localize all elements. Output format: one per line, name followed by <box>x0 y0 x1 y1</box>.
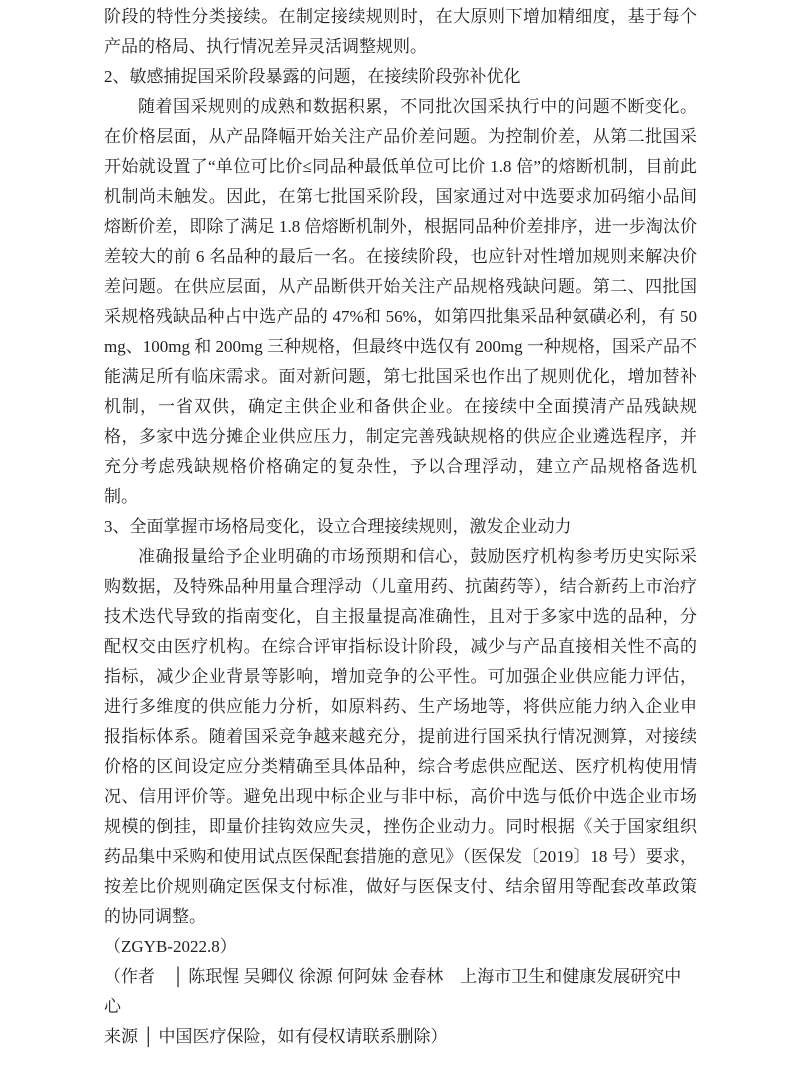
body-paragraph: 随着国采规则的成熟和数据积累，不同批次国采执行中的问题不断变化。在价格层面，从产品降幅开始关注产品价差问题。为控制价差，从第二批国采开始就设置了“单位可比价≤同品种最低单位可比价 1.8 倍”的熔断机制，目前此机制尚未触发。因此，在第七批国采阶段，国家通过对中选要求加码缩小品间熔断价差，即除了满足 1.8 倍熔断机制外，根据同品种价差排序，进一步淘汰价差较大的前 6 名品种的最后一名。在接续阶段，也应针对性增加规则来解决价差问题。在供应层面，从产品断供开始关注产品规格残缺问题。第二、四批国采规格残缺品种占中选产品的 47%和 56%，如第四批集采品种氨磺必利，有 50mg、100mg 和 200mg 三种规格，但最终中选仅有 200mg 一种规格，国采产品不能满足所有临床需求。面对新问题，第七批国采也作出了规则优化，增加替补机制，一省双供，确定主供企业和备供企业。在接续中全面摸清产品残缺规格，多家中选分摊企业供应压力，制定完善残缺规格的供应企业遴选程序，并充分考虑残缺规格价格确定的复杂性，予以合理浮动，建立产品规格备选机制。 <box>104 97 697 506</box>
meta-line: （作者 │ 陈珉惺 吴卿仪 徐源 何阿妹 金春林 上海市卫生和健康发展研究中心 <box>104 967 682 1016</box>
section-heading: 2、敏感捕捉国采阶段暴露的问题，在接续阶段弥补优化 <box>104 67 521 86</box>
body-paragraph: 阶段的特性分类接续。在制定接续规则时，在大原则下增加精细度，基于每个产品的格局、执行情况差异灵活调整规则。 <box>104 7 697 56</box>
meta-line: 来源 │ 中国医疗保险，如有侵权请联系删除） <box>104 1027 448 1046</box>
body-paragraph: 准确报量给予企业明确的市场预期和信心，鼓励医疗机构参考历史实际采购数据，及特殊品种用量合理浮动（儿童用药、抗菌药等），结合新药上市治疗技术迭代导致的指南变化，自主报量提高准确性，且对于多家中选的品种，分配权交由医疗机构。在综合评审指标设计阶段，减少与产品直接相关性不高的指标，减少企业背景等影响，增加竞争的公平性。可加强企业供应能力评估，进行多维度的供应能力分析，如原料药、生产场地等，将供应能力纳入企业申报指标体系。随着国采竞争越来越充分，提前进行国采执行情况测算，对接续价格的区间设定应分类精确至具体品种，综合考虑供应配送、医疗机构使用情况、信用评价等。避免出现中标企业与非中标，高价中选与低价中选企业市场规模的倒挂，即量价挂钩效应失灵，挫伤企业动力。同时根据《关于国家组织药品集中采购和使用试点医保配套措施的意见》（医保发〔2019〕18 号）要求，按差比价规则确定医保支付标准，做好与医保支付、结余留用等配套改革政策的协同调整。 <box>104 547 697 926</box>
section-heading: 3、全面掌握市场格局变化，设立合理接续规则，激发企业动力 <box>104 517 572 536</box>
meta-line: （ZGYB-2022.8） <box>104 937 237 956</box>
